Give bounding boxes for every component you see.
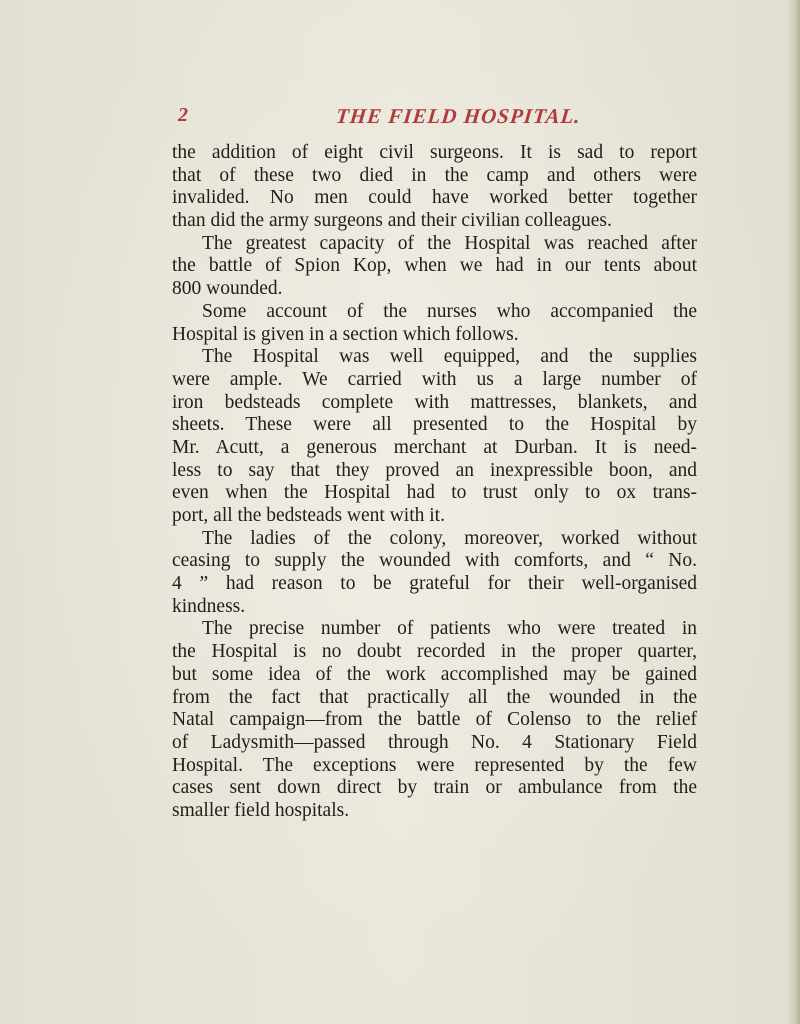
text-line: Some account of the nurses who accompanied the xyxy=(202,300,697,322)
text-line: the battle of Spion Kop, when we had in our tents about xyxy=(172,255,697,277)
text-line: kindness. xyxy=(172,595,246,617)
text-line: Natal campaign—from the battle of Colenso to the relief xyxy=(172,709,697,731)
text-line: were ample. We carried with us a large number of xyxy=(172,368,697,390)
text-line: The greatest capacity of the Hospital was reached after xyxy=(202,232,697,254)
text-line: The ladies of the colony, moreover, worked without xyxy=(202,527,697,549)
running-header xyxy=(0,100,800,130)
text-line: The precise number of patients who were treated in xyxy=(202,618,697,640)
text-line: the addition of eight civil surgeons. It is sad to report xyxy=(172,142,697,163)
text-line: iron bedsteads complete with mattresses, blankets, and xyxy=(172,391,697,413)
text-line: The Hospital was well equipped, and the supplies xyxy=(202,346,697,368)
text-line: ceasing to supply the wounded with comforts, and “ No. xyxy=(172,550,697,572)
text-line: from the fact that practically all the wounded in the xyxy=(172,686,697,708)
running-title: THE FIELD HOSPITAL. xyxy=(334,104,583,128)
text-line: that of these two died in the camp and others were xyxy=(172,164,697,186)
text-line: 800 wounded. xyxy=(172,278,283,300)
text-line: but some idea of the work accomplished may be gained xyxy=(172,663,697,685)
text-line: the Hospital is no doubt recorded in the proper quarter, xyxy=(172,641,697,663)
text-line: sheets. These were all presented to the Hospital by xyxy=(172,414,697,436)
text-line: of Ladysmith—passed through No. 4 Stationary Field xyxy=(172,731,697,753)
page-number: 2 xyxy=(178,104,188,126)
text-line: than did the army surgeons and their civilian colleagues. xyxy=(172,210,612,232)
text-line: less to say that they proved an inexpressible boon, and xyxy=(172,459,697,481)
text-line: Mr. Acutt, a generous merchant at Durban. It is need- xyxy=(172,436,697,458)
text-line: even when the Hospital had to trust only to ox trans- xyxy=(172,482,697,504)
text-line: cases sent down direct by train or ambulance from the xyxy=(172,777,697,799)
text-line: smaller field hospitals. xyxy=(172,799,350,821)
page-edge xyxy=(786,0,800,1024)
text-line: 4 ” had reason to be grateful for their well-organised xyxy=(172,573,697,595)
text-line: Hospital. The exceptions were represented by the few xyxy=(172,754,697,776)
text-line: port, all the bedsteads went with it. xyxy=(172,505,445,526)
body-text xyxy=(172,142,697,823)
text-line: Hospital is given in a section which follows. xyxy=(172,323,519,345)
text-line: invalided. No men could have worked better together xyxy=(172,187,697,209)
